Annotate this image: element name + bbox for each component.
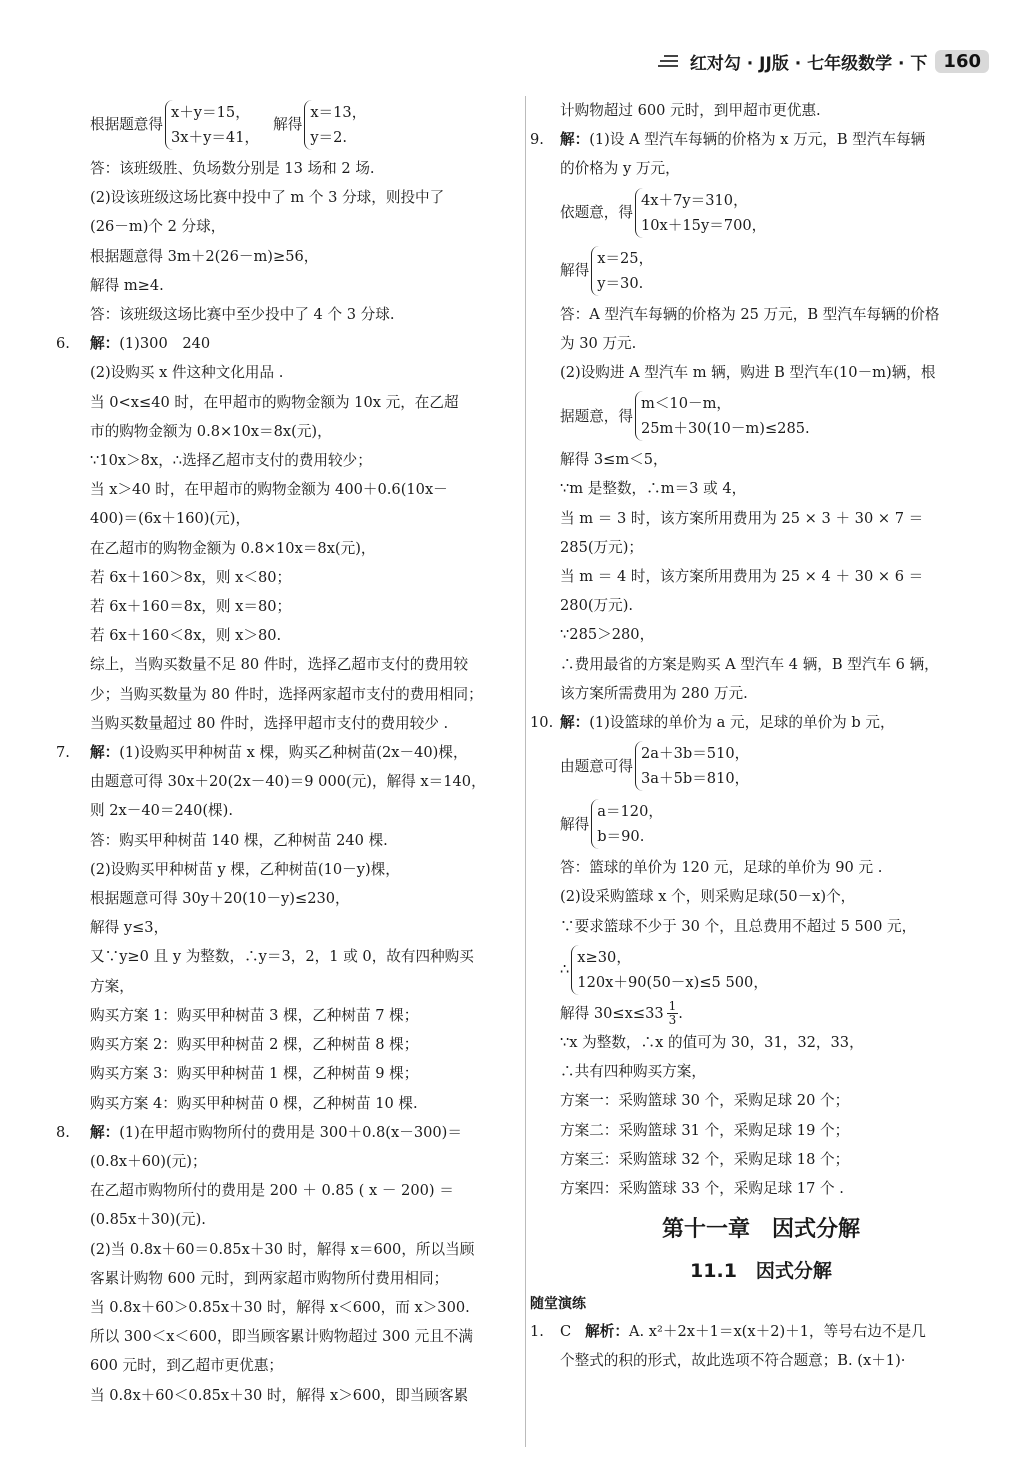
- eq-prefix: 解得: [560, 262, 590, 279]
- problem-6-body: [56, 358, 521, 738]
- eq-line: 4x＋7y＝310，: [640, 191, 748, 209]
- text-line: 当 x＞40 时，在甲超市的购物金额为 400＋0.6(10x－: [90, 481, 448, 499]
- solution-label: 解：: [90, 1123, 120, 1141]
- subsection-title: 随堂演练: [530, 1296, 586, 1313]
- text-line: ∵x 为整数，∴x 的值可为 30，31，32，33，: [560, 1034, 864, 1052]
- eq-line: x＝25，: [597, 249, 654, 267]
- left-column: [56, 96, 521, 1457]
- text-line: (0.85x＋30)(元).: [90, 1211, 206, 1229]
- fraction: [667, 1000, 679, 1027]
- fraction-denominator: 3: [668, 1013, 677, 1028]
- problem-10-heading: [530, 708, 992, 737]
- text-line: 根据题意得 3m＋2(26－m)≥56，: [90, 247, 319, 265]
- problem-7-heading: [56, 738, 521, 767]
- text-line: 购买方案 4：购买甲种树苗 0 棵，乙种树苗 10 棵.: [90, 1094, 418, 1112]
- text-span: 解得 30≤x≤33: [560, 1004, 664, 1022]
- text-line: 当 0<x≤40 时，在甲超市的购物金额为 10x 元，在乙超: [90, 393, 459, 411]
- page-header: [658, 48, 989, 74]
- eq-line: b＝90.: [597, 828, 645, 846]
- text-line: 答：购买甲种树苗 140 棵，乙种树苗 240 棵.: [90, 831, 388, 849]
- problem-9-heading: [530, 125, 992, 154]
- text-line: 又∵y≥0 且 y 为整数，∴y＝3，2，1 或 0，故有四种购买: [90, 948, 474, 966]
- text-line: 解得 y≤3，: [90, 919, 169, 937]
- eq-line: m＜10－m，: [640, 395, 732, 413]
- solution-label: 解：: [90, 335, 120, 353]
- text-line: 在乙超市的购物金额为 0.8×10x＝8x(元)，: [90, 539, 376, 557]
- brace-system: [635, 391, 810, 441]
- eq-line: 25m＋30(10－m)≤285.: [640, 420, 810, 438]
- text-line: 当 m ＝ 3 时，该方案所用费用为 25 × 3 ＋ 30 × 7 ＝: [560, 509, 924, 527]
- text-line: 400)＝(6x＋160)(元)，: [90, 510, 251, 528]
- eq-prefix: 依题意，得: [560, 204, 633, 221]
- problem-number: 7.: [56, 744, 70, 762]
- text-line: 所以 300＜x＜600，即当顾客累计购物超过 300 元且不满: [90, 1328, 473, 1346]
- text-line: 方案三：采购篮球 32 个，采购足球 18 个；: [560, 1150, 850, 1168]
- fraction-numerator: 1: [668, 999, 677, 1014]
- text-line: 当 0.8x＋60＜0.85x＋30 时，解得 x＞600，即当顾客累: [90, 1386, 469, 1404]
- question-number: 1.: [530, 1323, 544, 1341]
- answer-letter: C: [560, 1323, 572, 1341]
- text-line: 个整式的积的形式，故此选项不符合题意；B. (x＋1)·: [560, 1352, 906, 1370]
- eq-line: x＋y＝15，: [170, 104, 250, 121]
- text-line: (1)设篮球的单价为 a 元，足球的单价为 b 元，: [589, 714, 895, 732]
- problem-6-heading: [56, 329, 521, 358]
- chapter-title: 第十一章 因式分解: [661, 1217, 860, 1243]
- solution-label: 解：: [90, 744, 120, 762]
- text-line: (2)设该班级这场比赛中投中了 m 个 3 分球，则投中了: [90, 189, 445, 207]
- text-line: A. x²＋2x＋1＝x(x＋2)＋1，等号右边不是几: [628, 1323, 926, 1341]
- text-line: (2)设采购篮球 x 个，则采购足球(50－x)个，: [560, 888, 856, 906]
- header-lines-icon: [658, 55, 678, 67]
- eq-line: 120x＋90(50－x)≤5 500，: [577, 973, 768, 991]
- eq-line: 3x＋y＝41，: [170, 129, 260, 146]
- solution-label: 解：: [560, 131, 590, 149]
- eq-prefix: 据题意，得: [560, 407, 633, 425]
- text-line: 答：该班级胜、负场数分别是 13 场和 2 场.: [90, 160, 375, 177]
- text-line: ∵10x＞8x，∴选择乙超市支付的费用较少；: [90, 452, 372, 470]
- text-line: 答：该班级这场比赛中至少投中了 4 个 3 分球.: [90, 306, 395, 324]
- text-line: 则 2x－40＝240(棵).: [90, 802, 233, 820]
- text-line: 综上，当购买数量不足 80 件时，选择乙超市支付的费用较: [90, 656, 469, 674]
- eq-prefix: 由题意可得: [560, 757, 633, 775]
- text-line: 购买方案 3：购买甲种树苗 1 棵，乙种树苗 9 棵；: [90, 1065, 419, 1083]
- text-line: (2)当 0.8x＋60＝0.85x＋30 时，解得 x＝600，所以当顾: [90, 1240, 475, 1258]
- text-line: (2)设购进 A 型汽车 m 辆，购进 B 型汽车(10－m)辆，根: [560, 364, 936, 382]
- text-line: 280(万元).: [560, 597, 634, 615]
- text-line: ∵285＞280，: [560, 626, 655, 644]
- p5-equation: [56, 96, 521, 154]
- text-line: (2)设购买甲种树苗 y 棵，乙种树苗(10－y)棵，: [90, 860, 400, 878]
- text-line: 若 6x＋160＜8x，则 x＞80.: [90, 627, 282, 645]
- text-line: 若 6x＋160＝8x，则 x＝80；: [90, 598, 292, 616]
- text-line: ∴费用最省的方案是购买 A 型汽车 4 辆，B 型汽车 6 辆，: [560, 655, 939, 673]
- p9-equation-2: [530, 242, 992, 300]
- problem-7-body: [56, 767, 521, 1117]
- text-line: 客累计购物 600 元时，到两家超市购物所付费用相同；: [90, 1269, 449, 1287]
- solution-label: 解：: [560, 714, 590, 732]
- problem-9-body: [530, 445, 992, 708]
- eq-prefix: ∴: [560, 961, 570, 979]
- text-line: 购买方案 1：购买甲种树苗 3 棵，乙种树苗 7 棵；: [90, 1006, 419, 1024]
- eq-prefix: 根据题意得: [90, 116, 163, 134]
- text-line: 该方案所需费用为 280 万元.: [560, 684, 748, 702]
- text-line: 购买方案 2：购买甲种树苗 2 棵，乙种树苗 8 棵；: [90, 1036, 419, 1054]
- text-line: 由题意可得 30x＋20(2x－40)＝9 000(元)，解得 x＝140，: [90, 773, 486, 791]
- eq-line: 2a＋3b＝510，: [640, 745, 750, 763]
- p10-equation-3: [530, 941, 992, 999]
- column-divider: [525, 96, 526, 1447]
- eq-line: x＝13，: [310, 104, 367, 121]
- text-line: 当 m ＝ 4 时，该方案所用费用为 25 × 4 ＋ 30 × 6 ＝: [560, 568, 924, 586]
- text-line: 方案，: [90, 977, 134, 995]
- text-line: 计购物超过 600 元时，到甲超市更优惠.: [560, 102, 821, 119]
- eq-line: 3a＋5b＝810，: [640, 770, 750, 788]
- text-line: 方案二：采购篮球 31 个，采购足球 19 个；: [560, 1121, 850, 1139]
- problem-8-heading: [56, 1118, 521, 1147]
- text-line: 285(万元)；: [560, 538, 644, 556]
- eq-prefix: 解得: [560, 815, 590, 833]
- text-line: 解得 m≥4.: [90, 276, 164, 294]
- text-line: 解得 3≤m＜5，: [560, 451, 668, 469]
- eq-line: 10x＋15y＝700，: [640, 216, 767, 234]
- text-line: ∵要求篮球不少于 30 个，且总费用不超过 5 500 元，: [560, 917, 917, 935]
- text-line: ∵m 是整数，∴m＝3 或 4，: [560, 480, 747, 498]
- brace-system: [165, 100, 259, 150]
- p10-equation-2: [530, 795, 992, 853]
- text-line: (1)设购买甲种树苗 x 棵，购买乙种树苗(2x－40)棵，: [119, 744, 468, 762]
- text-line: 方案四：采购篮球 33 个，采购足球 17 个 .: [560, 1180, 844, 1198]
- brace-solution: [304, 100, 366, 150]
- page-number: 160: [935, 50, 989, 73]
- text-line: 在乙超市购物所付的费用是 200 ＋ 0.85 ( x － 200) ＝: [90, 1182, 454, 1200]
- text-line: [530, 999, 992, 1028]
- text-line: (0.8x＋60)(元)；: [90, 1152, 207, 1170]
- problem-number: 8.: [56, 1123, 70, 1141]
- text-line: 当 0.8x＋60＞0.85x＋30 时，解得 x＜600，而 x＞300.: [90, 1298, 470, 1316]
- eq-line: a＝120，: [597, 803, 663, 821]
- brace-solution: [591, 246, 653, 296]
- text-line: 600 元时，到乙超市更优惠；: [90, 1357, 284, 1375]
- text-line: (26－m)个 2 分球，: [90, 218, 226, 236]
- text-line: 市的购物金额为 0.8×10x＝8x(元)，: [90, 422, 332, 440]
- p10-equation-1: [530, 737, 992, 795]
- text-line: 答：篮球的单价为 120 元，足球的单价为 90 元 .: [560, 859, 883, 877]
- text-span: .: [678, 1004, 683, 1022]
- text-line: 少；当购买数量为 80 件时，选择两家超市支付的费用相同；: [90, 685, 483, 703]
- problem-number: 10.: [530, 714, 554, 732]
- eq-mid: 解得: [273, 116, 303, 134]
- text-line: 根据题意可得 30y＋20(10－y)≤230，: [90, 890, 350, 908]
- right-column: [530, 96, 992, 1457]
- section-title: 11.1 因式分解: [690, 1260, 832, 1283]
- eq-line: x≥30，: [577, 948, 631, 966]
- text-line: (1)设 A 型汽车每辆的价格为 x 万元，B 型汽车每辆: [589, 131, 926, 149]
- text-line: ∴共有四种购买方案，: [560, 1063, 706, 1081]
- p9-equation-1: [530, 184, 992, 242]
- problem-number: 6.: [56, 335, 70, 353]
- brace-system: [571, 945, 768, 995]
- text-line: (2)设购买 x 件这种文化用品 .: [90, 364, 284, 382]
- brace-system: [635, 741, 749, 791]
- brace-system: [635, 188, 766, 238]
- brace-solution: [591, 799, 663, 849]
- text-line: (1)在甲超市购物所付的费用是 300＋0.8(x－300)＝: [119, 1123, 462, 1141]
- problem-number: 9.: [530, 131, 544, 149]
- text-line: 方案一：采购篮球 30 个，采购足球 20 个；: [560, 1092, 850, 1110]
- p9-equation-3: [530, 387, 992, 445]
- text-line: 若 6x＋160＞8x，则 x＜80；: [90, 568, 292, 586]
- header-title: 红对勾 · JJ版 · 七年级数学 · 下: [689, 53, 928, 74]
- problem-10-body: [530, 1028, 992, 1203]
- text-line: 当购买数量超过 80 件时，选择甲超市支付的费用较少 .: [90, 714, 449, 732]
- text-line: 的价格为 y 万元，: [560, 160, 680, 178]
- eq-line: y＝2.: [310, 129, 348, 146]
- text-line: 答：A 型汽车每辆的价格为 25 万元，B 型汽车每辆的价格: [560, 305, 940, 323]
- analysis-label: 解析：: [585, 1323, 629, 1341]
- text-line: (1)300 240: [119, 335, 211, 353]
- question-1: [530, 1317, 992, 1346]
- eq-line: y＝30.: [597, 274, 644, 292]
- text-line: 为 30 万元.: [560, 334, 637, 352]
- problem-8-body: [56, 1147, 521, 1410]
